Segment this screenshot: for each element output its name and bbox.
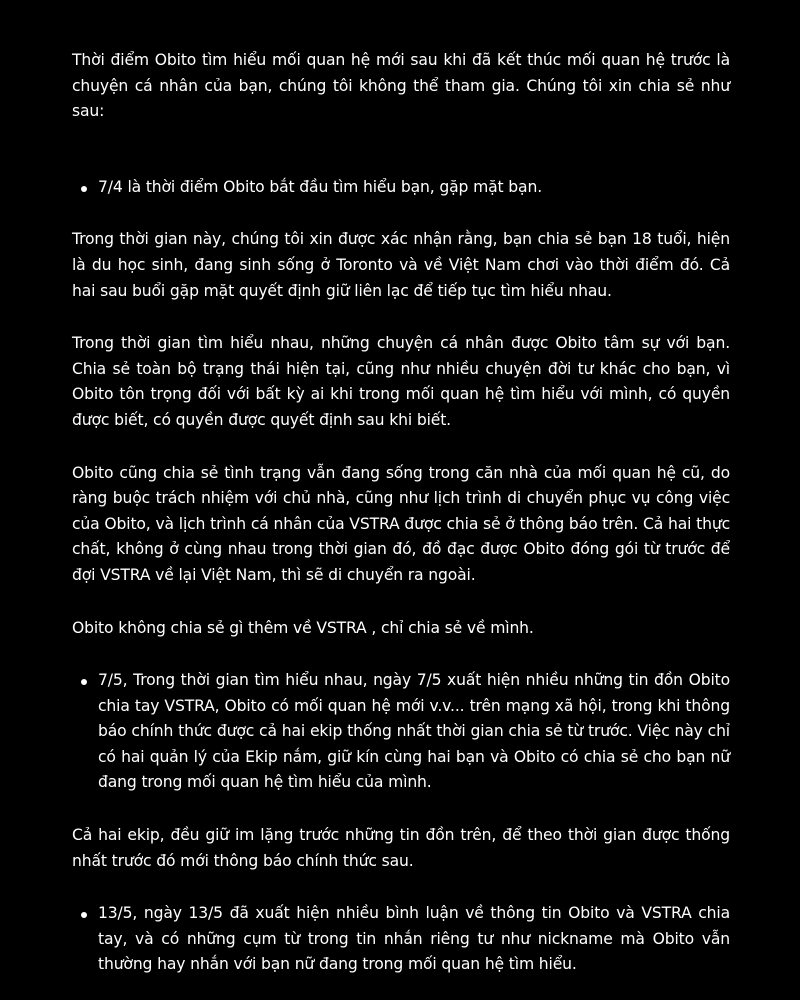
list-item [72, 668, 730, 796]
paragraph-living-situation: Obito cũng chia sẻ tình trạng vẫn đang sống trong căn nhà của mối quan hệ cũ, do ràng buộc trách nhiệm với chủ nhà, cũng như lịch trình di chuyển phục vụ công việc của Obito, và lịch trình cá nhân của VSTRA được chia sẻ ở thông báo trên. Cả hai thực chất, không ở cùng nhau trong thời gian đó, đồ đạc được Obito đóng gói từ trước để đợi VSTRA về lại Việt Nam, thì sẽ di chuyển ra ngoài. [72, 463, 730, 584]
bullet-list-1 [72, 175, 730, 201]
list-item [72, 901, 730, 978]
list-item-text: 13/5, ngày 13/5 đã xuất hiện nhiều bình luận về thông tin Obito và VSTRA chia tay, và có những cụm từ trong tin nhắn riêng tư như nickname mà Obito vẫn thường hay nhắn với bạn nữ đang trong mối quan hệ tìm hiểu. [98, 904, 730, 974]
list-item-text: 7/5, Trong thời gian tìm hiểu nhau, ngày 7/5 xuất hiện nhiều những tin đồn Obito chia tay VSTRA, Obito có mối quan hệ mới v.v... trên mạng xã hội, trong khi thông báo chính thức được cả hai ekip thống nhất thời gian chia sẻ từ trước. Việc này chỉ có hai quản lý của Ekip nắm, giữ kín cùng hai bạn và Obito có chia sẻ cho bạn nữ đang trong mối quan hệ tìm hiểu của mình. [98, 671, 730, 792]
bullet-list-2 [72, 668, 730, 796]
paragraph-confirmation: Trong thời gian này, chúng tôi xin được xác nhận rằng, bạn chia sẻ bạn 18 tuổi, hiện là du học sinh, đang sinh sống ở Toronto và về Việt Nam chơi vào thời điểm đó. Cả hai sau buổi gặp mặt quyết định giữ liên lạc để tiếp tục tìm hiểu nhau. [72, 230, 730, 300]
bullet-dot-icon [81, 679, 87, 685]
paragraph-private-matters: Trong thời gian tìm hiểu nhau, những chuyện cá nhân được Obito tâm sự với bạn. Chia sẻ toàn bộ trạng thái hiện tại, cũng như nhiều chuyện đời tư khác cho bạn, vì Obito tôn trọng đối với bất kỳ ai khi trong mối quan hệ tìm hiểu với mình, có quyền được biết, có quyền được quyết định sau khi biết. [72, 334, 730, 429]
statement-document [72, 48, 730, 978]
list-item [72, 175, 730, 201]
paragraph-intro: Thời điểm Obito tìm hiểu mối quan hệ mới sau khi đã kết thúc mối quan hệ trước là chuyện cá nhân của bạn, chúng tôi không thể tham gia. Chúng tôi xin chia sẻ như sau: [72, 51, 730, 121]
bullet-list-3 [72, 901, 730, 978]
paragraph-ekip-silence: Cả hai ekip, đều giữ im lặng trước những tin đồn trên, để theo thời gian được thống nhất trước đó mới thông báo chính thức sau. [72, 826, 730, 870]
bullet-dot-icon [81, 912, 87, 918]
list-item-text: 7/4 là thời điểm Obito bắt đầu tìm hiểu bạn, gặp mặt bạn. [98, 177, 542, 196]
paragraph-no-further-sharing: Obito không chia sẻ gì thêm về VSTRA , chỉ chia sẻ về mình. [72, 618, 534, 637]
bullet-dot-icon [81, 186, 87, 192]
